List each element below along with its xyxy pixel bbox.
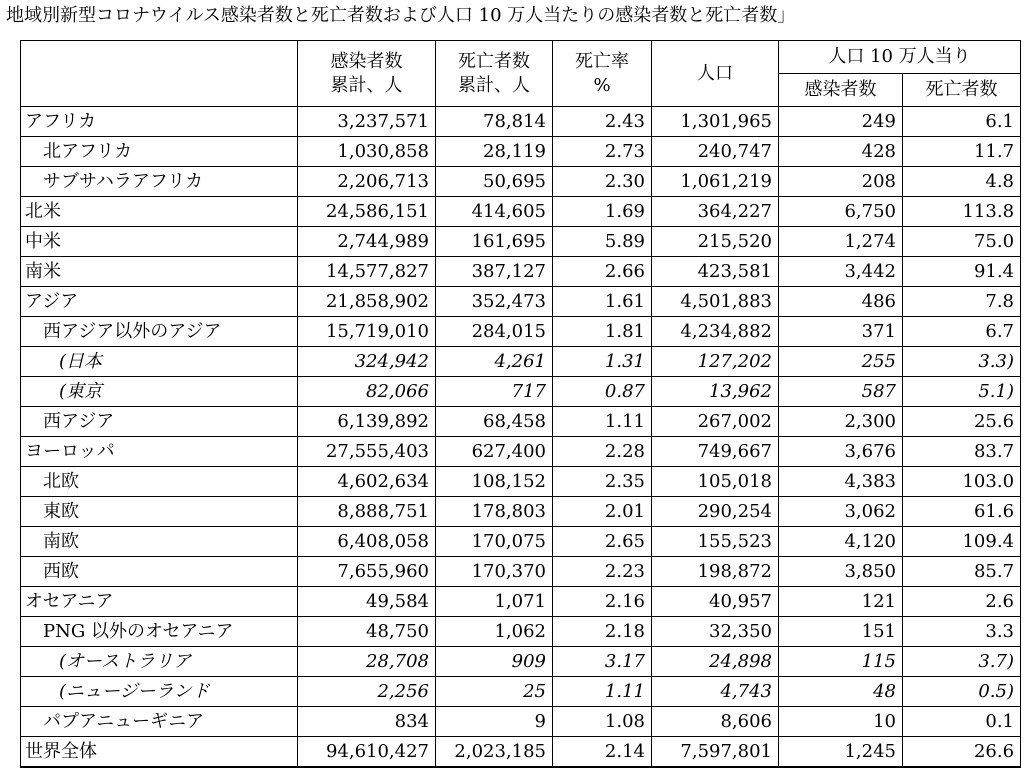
- deaths-per100k-cell: 75.0: [903, 227, 1021, 257]
- table-row: [21, 227, 1021, 257]
- region-name: アフリカ: [21, 107, 298, 137]
- fatality-rate-cell: 2.23: [553, 557, 652, 587]
- table-row: [21, 287, 1021, 317]
- fatality-rate-cell: 2.35: [553, 467, 652, 497]
- infections-per100k-cell: 486: [779, 287, 903, 317]
- infections-per100k-cell: 3,442: [779, 257, 903, 287]
- population-cell: 749,667: [652, 437, 779, 467]
- region-name: ヨーロッパ: [21, 437, 298, 467]
- table-row: [21, 647, 1021, 677]
- region-name: (オーストラリア: [21, 647, 298, 677]
- deaths-per100k-cell: 11.7: [903, 137, 1021, 167]
- population-cell: 240,747: [652, 137, 779, 167]
- fatality-rate-cell: 1.31: [553, 347, 652, 377]
- header-deaths: [436, 41, 553, 107]
- deaths-cell: 161,695: [436, 227, 553, 257]
- table-row: [21, 437, 1021, 467]
- infections-cell: 2,744,989: [298, 227, 436, 257]
- infections-cell: 6,139,892: [298, 407, 436, 437]
- infections-per100k-cell: 1,274: [779, 227, 903, 257]
- header-infections: [298, 41, 436, 107]
- region-name: パプアニューギニア: [21, 707, 298, 737]
- infections-per100k-cell: 255: [779, 347, 903, 377]
- region-name: 北欧: [21, 467, 298, 497]
- table-row: [21, 107, 1021, 137]
- infections-per100k-cell: 428: [779, 137, 903, 167]
- fatality-rate-cell: 2.14: [553, 737, 652, 768]
- deaths-per100k-cell: 25.6: [903, 407, 1021, 437]
- header-region: [21, 41, 298, 107]
- header-fatality-line2: %: [593, 74, 611, 96]
- infections-cell: 4,602,634: [298, 467, 436, 497]
- table-row: [21, 527, 1021, 557]
- infections-cell: 834: [298, 707, 436, 737]
- infections-per100k-cell: 4,383: [779, 467, 903, 497]
- infections-per100k-cell: 2,300: [779, 407, 903, 437]
- region-name: 世界全体: [21, 737, 298, 768]
- region-name: 中米: [21, 227, 298, 257]
- region-name: サブサハラアフリカ: [21, 167, 298, 197]
- fatality-rate-cell: 2.73: [553, 137, 652, 167]
- population-cell: 423,581: [652, 257, 779, 287]
- infections-cell: 24,586,151: [298, 197, 436, 227]
- deaths-cell: 50,695: [436, 167, 553, 197]
- region-name: 南欧: [21, 527, 298, 557]
- region-name: 東欧: [21, 497, 298, 527]
- header-per100k-group: 人口 10 万人当り: [779, 41, 1021, 74]
- deaths-cell: 387,127: [436, 257, 553, 287]
- deaths-per100k-cell: 3.3): [903, 347, 1021, 377]
- header-infections-line2: 累計、人: [330, 74, 403, 96]
- deaths-cell: 1,062: [436, 617, 553, 647]
- fatality-rate-cell: 1.08: [553, 707, 652, 737]
- infections-cell: 27,555,403: [298, 437, 436, 467]
- table-row: [21, 317, 1021, 347]
- infections-per100k-cell: 10: [779, 707, 903, 737]
- population-cell: 198,872: [652, 557, 779, 587]
- region-name: 西アジア: [21, 407, 298, 437]
- region-name: 南米: [21, 257, 298, 287]
- deaths-cell: 28,119: [436, 137, 553, 167]
- population-cell: 155,523: [652, 527, 779, 557]
- header-per100k-infections: 感染者数: [779, 74, 903, 107]
- infections-per100k-cell: 249: [779, 107, 903, 137]
- population-cell: 7,597,801: [652, 737, 779, 768]
- deaths-per100k-cell: 4.8: [903, 167, 1021, 197]
- population-cell: 32,350: [652, 617, 779, 647]
- fatality-rate-cell: 1.69: [553, 197, 652, 227]
- fatality-rate-cell: 2.18: [553, 617, 652, 647]
- deaths-cell: 78,814: [436, 107, 553, 137]
- deaths-per100k-cell: 0.1: [903, 707, 1021, 737]
- infections-cell: 94,610,427: [298, 737, 436, 768]
- deaths-cell: 627,400: [436, 437, 553, 467]
- infections-cell: 15,719,010: [298, 317, 436, 347]
- deaths-cell: 68,458: [436, 407, 553, 437]
- table-row: [21, 557, 1021, 587]
- deaths-cell: 170,075: [436, 527, 553, 557]
- table-row: [21, 377, 1021, 407]
- region-name: 北アフリカ: [21, 137, 298, 167]
- table-row: [21, 617, 1021, 647]
- deaths-per100k-cell: 113.8: [903, 197, 1021, 227]
- region-name: (日本: [21, 347, 298, 377]
- deaths-cell: 2,023,185: [436, 737, 553, 768]
- table-row: [21, 347, 1021, 377]
- fatality-rate-cell: 2.30: [553, 167, 652, 197]
- fatality-rate-cell: 1.11: [553, 677, 652, 707]
- deaths-per100k-cell: 26.6: [903, 737, 1021, 768]
- fatality-rate-cell: 2.28: [553, 437, 652, 467]
- header-deaths-line1: 死亡者数: [458, 50, 530, 72]
- fatality-rate-cell: 1.61: [553, 287, 652, 317]
- infections-per100k-cell: 3,850: [779, 557, 903, 587]
- infections-cell: 14,577,827: [298, 257, 436, 287]
- deaths-per100k-cell: 5.1): [903, 377, 1021, 407]
- deaths-per100k-cell: 109.4: [903, 527, 1021, 557]
- deaths-cell: 717: [436, 377, 553, 407]
- deaths-per100k-cell: 7.8: [903, 287, 1021, 317]
- infections-per100k-cell: 48: [779, 677, 903, 707]
- deaths-per100k-cell: 2.6: [903, 587, 1021, 617]
- infections-per100k-cell: 115: [779, 647, 903, 677]
- deaths-cell: 1,071: [436, 587, 553, 617]
- deaths-cell: 909: [436, 647, 553, 677]
- table-row: [21, 257, 1021, 287]
- infections-per100k-cell: 6,750: [779, 197, 903, 227]
- population-cell: 4,501,883: [652, 287, 779, 317]
- infections-per100k-cell: 3,676: [779, 437, 903, 467]
- infections-per100k-cell: 587: [779, 377, 903, 407]
- infections-per100k-cell: 121: [779, 587, 903, 617]
- table-caption: 地域別新型コロナウイルス感染者数と死亡者数および人口 10 万人当たりの感染者数と死亡者数」: [6, 5, 796, 26]
- deaths-per100k-cell: 0.5): [903, 677, 1021, 707]
- population-cell: 13,962: [652, 377, 779, 407]
- deaths-per100k-cell: 85.7: [903, 557, 1021, 587]
- header-deaths-line2: 累計、人: [458, 74, 530, 96]
- infections-per100k-cell: 1,245: [779, 737, 903, 768]
- population-cell: 127,202: [652, 347, 779, 377]
- infections-per100k-cell: 4,120: [779, 527, 903, 557]
- region-name: 西アジア以外のアジア: [21, 317, 298, 347]
- table-row: [21, 587, 1021, 617]
- fatality-rate-cell: 2.43: [553, 107, 652, 137]
- region-name: (ニュージーランド: [21, 677, 298, 707]
- deaths-cell: 284,015: [436, 317, 553, 347]
- deaths-cell: 108,152: [436, 467, 553, 497]
- deaths-per100k-cell: 103.0: [903, 467, 1021, 497]
- header-fatality-line1: 死亡率: [575, 50, 629, 72]
- table-row: [21, 707, 1021, 737]
- deaths-per100k-cell: 3.7): [903, 647, 1021, 677]
- fatality-rate-cell: 0.87: [553, 377, 652, 407]
- fatality-rate-cell: 2.16: [553, 587, 652, 617]
- header-population: 人口: [652, 41, 779, 107]
- region-name: 西欧: [21, 557, 298, 587]
- deaths-per100k-cell: 3.3: [903, 617, 1021, 647]
- deaths-per100k-cell: 6.7: [903, 317, 1021, 347]
- population-cell: 105,018: [652, 467, 779, 497]
- deaths-cell: 25: [436, 677, 553, 707]
- table-row: [21, 167, 1021, 197]
- infections-per100k-cell: 371: [779, 317, 903, 347]
- deaths-per100k-cell: 83.7: [903, 437, 1021, 467]
- population-cell: 1,061,219: [652, 167, 779, 197]
- deaths-per100k-cell: 91.4: [903, 257, 1021, 287]
- infections-cell: 2,256: [298, 677, 436, 707]
- population-cell: 290,254: [652, 497, 779, 527]
- region-name: PNG 以外のオセアニア: [21, 617, 298, 647]
- population-cell: 4,743: [652, 677, 779, 707]
- infections-cell: 48,750: [298, 617, 436, 647]
- region-name: アジア: [21, 287, 298, 317]
- table-row: [21, 197, 1021, 227]
- table-row: [21, 407, 1021, 437]
- infections-cell: 28,708: [298, 647, 436, 677]
- infections-cell: 2,206,713: [298, 167, 436, 197]
- fatality-rate-cell: 2.66: [553, 257, 652, 287]
- header-per100k-deaths: 死亡者数: [903, 74, 1021, 107]
- fatality-rate-cell: 2.01: [553, 497, 652, 527]
- fatality-rate-cell: 2.65: [553, 527, 652, 557]
- infections-per100k-cell: 151: [779, 617, 903, 647]
- header-fatality-rate: [553, 41, 652, 107]
- table-row: [21, 497, 1021, 527]
- table-row-total: [21, 737, 1021, 768]
- population-cell: 1,301,965: [652, 107, 779, 137]
- infections-cell: 1,030,858: [298, 137, 436, 167]
- infections-cell: 82,066: [298, 377, 436, 407]
- infections-per100k-cell: 208: [779, 167, 903, 197]
- deaths-cell: 414,605: [436, 197, 553, 227]
- deaths-cell: 9: [436, 707, 553, 737]
- infections-cell: 3,237,571: [298, 107, 436, 137]
- deaths-cell: 170,370: [436, 557, 553, 587]
- covid-region-table: [20, 40, 1021, 768]
- table-row: [21, 137, 1021, 167]
- infections-cell: 7,655,960: [298, 557, 436, 587]
- infections-per100k-cell: 3,062: [779, 497, 903, 527]
- population-cell: 40,957: [652, 587, 779, 617]
- population-cell: 215,520: [652, 227, 779, 257]
- population-cell: 24,898: [652, 647, 779, 677]
- header-infections-line1: 感染者数: [330, 50, 403, 72]
- deaths-cell: 352,473: [436, 287, 553, 317]
- region-name: (東京: [21, 377, 298, 407]
- population-cell: 267,002: [652, 407, 779, 437]
- infections-cell: 324,942: [298, 347, 436, 377]
- region-name: 北米: [21, 197, 298, 227]
- fatality-rate-cell: 1.81: [553, 317, 652, 347]
- infections-cell: 8,888,751: [298, 497, 436, 527]
- fatality-rate-cell: 3.17: [553, 647, 652, 677]
- deaths-per100k-cell: 61.6: [903, 497, 1021, 527]
- population-cell: 8,606: [652, 707, 779, 737]
- population-cell: 4,234,882: [652, 317, 779, 347]
- fatality-rate-cell: 1.11: [553, 407, 652, 437]
- deaths-cell: 4,261: [436, 347, 553, 377]
- infections-cell: 21,858,902: [298, 287, 436, 317]
- deaths-cell: 178,803: [436, 497, 553, 527]
- table-row: [21, 677, 1021, 707]
- fatality-rate-cell: 5.89: [553, 227, 652, 257]
- infections-cell: 49,584: [298, 587, 436, 617]
- table-row: [21, 467, 1021, 497]
- region-name: オセアニア: [21, 587, 298, 617]
- infections-cell: 6,408,058: [298, 527, 436, 557]
- population-cell: 364,227: [652, 197, 779, 227]
- deaths-per100k-cell: 6.1: [903, 107, 1021, 137]
